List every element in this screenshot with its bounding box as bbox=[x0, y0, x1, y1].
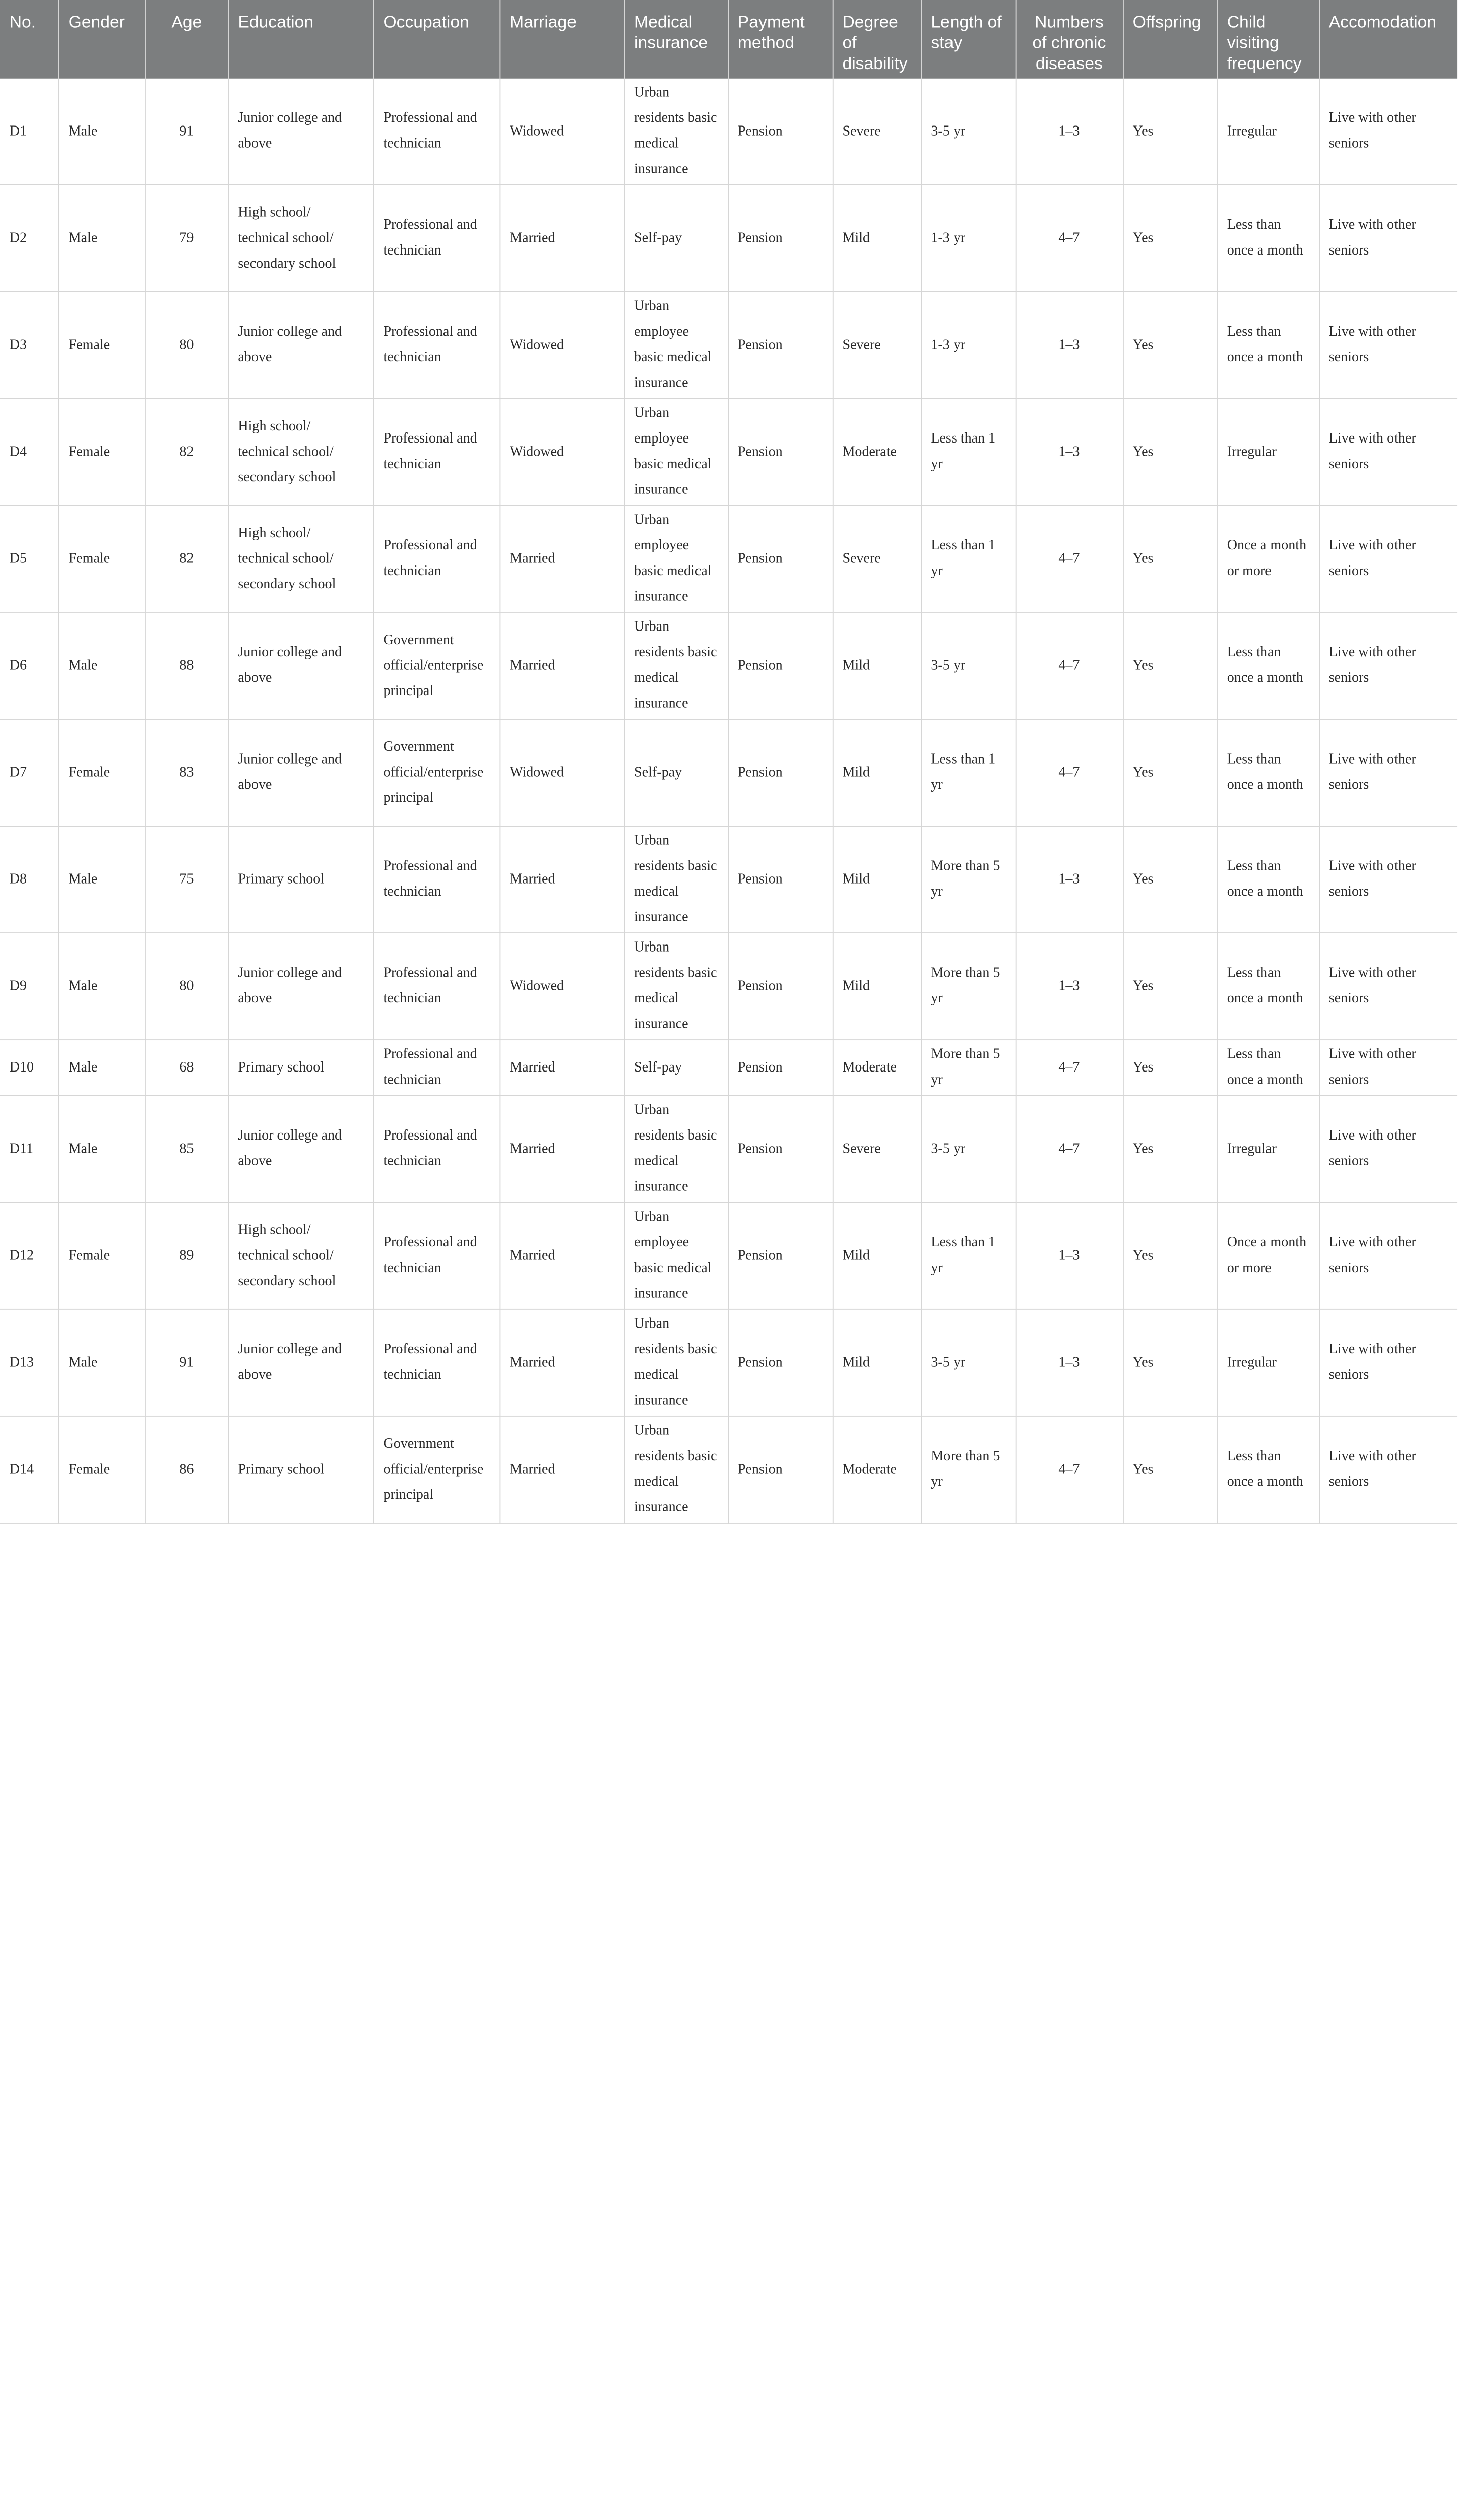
table-cell: Pension bbox=[728, 719, 833, 826]
table-cell: Professional and technician bbox=[373, 185, 500, 292]
column-header: Gender bbox=[58, 0, 145, 79]
header-row bbox=[0, 0, 1457, 79]
table-cell: 3-5 yr bbox=[921, 1309, 1016, 1416]
table-cell: Yes bbox=[1123, 506, 1217, 612]
table-cell: Urban employee basic medical insurance bbox=[624, 399, 728, 506]
table-cell: Married bbox=[499, 1203, 624, 1309]
table-cell: D11 bbox=[0, 1096, 58, 1203]
table-cell: Live with other seniors bbox=[1319, 79, 1457, 185]
table-cell: D13 bbox=[0, 1309, 58, 1416]
table-cell: Yes bbox=[1123, 185, 1217, 292]
table-cell: Yes bbox=[1123, 933, 1217, 1040]
table-cell: Widowed bbox=[499, 79, 624, 185]
column-header: Offspring bbox=[1123, 0, 1217, 79]
table-cell: Female bbox=[58, 719, 145, 826]
table-cell: Live with other seniors bbox=[1319, 1096, 1457, 1203]
table-cell: Severe bbox=[833, 292, 921, 399]
table-cell: Less than once a month bbox=[1217, 719, 1319, 826]
table-cell: Live with other seniors bbox=[1319, 826, 1457, 933]
table-cell: 68 bbox=[145, 1040, 228, 1096]
table-cell: D10 bbox=[0, 1040, 58, 1096]
table-cell: Widowed bbox=[499, 719, 624, 826]
table-cell: 88 bbox=[145, 612, 228, 719]
table-cell: 83 bbox=[145, 719, 228, 826]
column-header: Length of stay bbox=[921, 0, 1016, 79]
table-cell: Professional and technician bbox=[373, 826, 500, 933]
table-cell: Professional and technician bbox=[373, 1040, 500, 1096]
table-cell: Mild bbox=[833, 933, 921, 1040]
table-cell: Moderate bbox=[833, 1416, 921, 1523]
table-cell: Pension bbox=[728, 612, 833, 719]
column-header: No. bbox=[0, 0, 58, 79]
table-cell: D3 bbox=[0, 292, 58, 399]
table-cell: Urban employee basic medical insurance bbox=[624, 506, 728, 612]
table-cell: 4–7 bbox=[1016, 1040, 1123, 1096]
table-cell: Mild bbox=[833, 1203, 921, 1309]
table-cell: Primary school bbox=[228, 826, 373, 933]
table-cell: 4–7 bbox=[1016, 506, 1123, 612]
table-cell: Once a month or more bbox=[1217, 1203, 1319, 1309]
table-cell: Urban employee basic medical insurance bbox=[624, 1203, 728, 1309]
table-cell: Live with other seniors bbox=[1319, 612, 1457, 719]
table-row bbox=[0, 185, 1457, 292]
table-cell: Yes bbox=[1123, 1203, 1217, 1309]
table-cell: 1–3 bbox=[1016, 933, 1123, 1040]
table-cell: Live with other seniors bbox=[1319, 719, 1457, 826]
table-cell: Government official/enterprise principal bbox=[373, 719, 500, 826]
table-cell: Less than once a month bbox=[1217, 1416, 1319, 1523]
table-cell: Live with other seniors bbox=[1319, 292, 1457, 399]
table-cell: Male bbox=[58, 79, 145, 185]
table-cell: 4–7 bbox=[1016, 1096, 1123, 1203]
table-cell: D6 bbox=[0, 612, 58, 719]
table-cell: Male bbox=[58, 1309, 145, 1416]
table-cell: 86 bbox=[145, 1416, 228, 1523]
table-cell: Junior college and above bbox=[228, 1309, 373, 1416]
table-cell: Pension bbox=[728, 79, 833, 185]
table-cell: 1–3 bbox=[1016, 292, 1123, 399]
column-header: Degree of disability bbox=[833, 0, 921, 79]
table-row bbox=[0, 399, 1457, 506]
table-cell: 82 bbox=[145, 506, 228, 612]
table-cell: Married bbox=[499, 1416, 624, 1523]
table-cell: Once a month or more bbox=[1217, 506, 1319, 612]
table-cell: Urban residents basic medical insurance bbox=[624, 1096, 728, 1203]
table-row bbox=[0, 1416, 1457, 1523]
table-cell: Less than once a month bbox=[1217, 185, 1319, 292]
table-cell: Widowed bbox=[499, 399, 624, 506]
table-cell: Professional and technician bbox=[373, 399, 500, 506]
table-row bbox=[0, 1203, 1457, 1309]
table-cell: Live with other seniors bbox=[1319, 1309, 1457, 1416]
table-cell: Less than 1 yr bbox=[921, 506, 1016, 612]
table-cell: 91 bbox=[145, 79, 228, 185]
table-row bbox=[0, 292, 1457, 399]
table-cell: Urban employee basic medical insurance bbox=[624, 292, 728, 399]
table-cell: Male bbox=[58, 185, 145, 292]
table-cell: Professional and technician bbox=[373, 506, 500, 612]
table-cell: Pension bbox=[728, 1203, 833, 1309]
table-cell: D14 bbox=[0, 1416, 58, 1523]
column-header: Numbers of chronic diseases bbox=[1016, 0, 1123, 79]
table-cell: D8 bbox=[0, 826, 58, 933]
column-header: Child visiting frequency bbox=[1217, 0, 1319, 79]
table-cell: Yes bbox=[1123, 1040, 1217, 1096]
table-cell: Primary school bbox=[228, 1416, 373, 1523]
table-cell: 1–3 bbox=[1016, 79, 1123, 185]
column-header: Marriage bbox=[499, 0, 624, 79]
table-cell: 3-5 yr bbox=[921, 612, 1016, 719]
table-cell: Male bbox=[58, 933, 145, 1040]
column-header: Accomodation bbox=[1319, 0, 1457, 79]
table-row bbox=[0, 506, 1457, 612]
table-cell: D9 bbox=[0, 933, 58, 1040]
table-cell: Urban residents basic medical insurance bbox=[624, 826, 728, 933]
table-cell: More than 5 yr bbox=[921, 933, 1016, 1040]
table-cell: Pension bbox=[728, 826, 833, 933]
table-cell: D2 bbox=[0, 185, 58, 292]
table-cell: Junior college and above bbox=[228, 719, 373, 826]
table-cell: 80 bbox=[145, 292, 228, 399]
table-cell: High school/ technical school/ secondary school bbox=[228, 1203, 373, 1309]
table-cell: Married bbox=[499, 1040, 624, 1096]
table-cell: 1-3 yr bbox=[921, 185, 1016, 292]
table-cell: Female bbox=[58, 1203, 145, 1309]
table-cell: Yes bbox=[1123, 1416, 1217, 1523]
table-cell: Mild bbox=[833, 185, 921, 292]
column-header: Occupation bbox=[373, 0, 500, 79]
table-cell: Junior college and above bbox=[228, 1096, 373, 1203]
table-cell: Pension bbox=[728, 1096, 833, 1203]
table-cell: 1–3 bbox=[1016, 1309, 1123, 1416]
table-cell: 3-5 yr bbox=[921, 1096, 1016, 1203]
table-cell: 1–3 bbox=[1016, 399, 1123, 506]
table-cell: D7 bbox=[0, 719, 58, 826]
table-cell: High school/ technical school/ secondary school bbox=[228, 399, 373, 506]
table-row bbox=[0, 1096, 1457, 1203]
table-cell: Yes bbox=[1123, 1309, 1217, 1416]
table-cell: Less than once a month bbox=[1217, 612, 1319, 719]
table-cell: Professional and technician bbox=[373, 292, 500, 399]
table-cell: 79 bbox=[145, 185, 228, 292]
table-cell: Junior college and above bbox=[228, 933, 373, 1040]
table-cell: 3-5 yr bbox=[921, 79, 1016, 185]
table-cell: More than 5 yr bbox=[921, 1040, 1016, 1096]
table-cell: Widowed bbox=[499, 292, 624, 399]
table-cell: D12 bbox=[0, 1203, 58, 1309]
table-cell: Professional and technician bbox=[373, 1203, 500, 1309]
table-row bbox=[0, 1309, 1457, 1416]
table-cell: Female bbox=[58, 292, 145, 399]
table-cell: Married bbox=[499, 506, 624, 612]
table-cell: 4–7 bbox=[1016, 185, 1123, 292]
table-cell: High school/ technical school/ secondary school bbox=[228, 506, 373, 612]
table-cell: Professional and technician bbox=[373, 79, 500, 185]
table-cell: Live with other seniors bbox=[1319, 506, 1457, 612]
table-body bbox=[0, 79, 1457, 1523]
table-cell: More than 5 yr bbox=[921, 1416, 1016, 1523]
table-cell: 1-3 yr bbox=[921, 292, 1016, 399]
table-cell: Mild bbox=[833, 719, 921, 826]
table-cell: Female bbox=[58, 1416, 145, 1523]
table-row bbox=[0, 719, 1457, 826]
table-cell: Junior college and above bbox=[228, 292, 373, 399]
table-cell: 75 bbox=[145, 826, 228, 933]
table-cell: More than 5 yr bbox=[921, 826, 1016, 933]
table-cell: Male bbox=[58, 1040, 145, 1096]
table-cell: Junior college and above bbox=[228, 612, 373, 719]
table-row bbox=[0, 826, 1457, 933]
table-cell: Irregular bbox=[1217, 1309, 1319, 1416]
table-cell: High school/ technical school/ secondary school bbox=[228, 185, 373, 292]
table-cell: 1–3 bbox=[1016, 826, 1123, 933]
table-cell: Married bbox=[499, 185, 624, 292]
table-cell: 82 bbox=[145, 399, 228, 506]
table-row bbox=[0, 612, 1457, 719]
table-cell: Severe bbox=[833, 79, 921, 185]
table-cell: Severe bbox=[833, 1096, 921, 1203]
table-cell: Live with other seniors bbox=[1319, 399, 1457, 506]
table-cell: Less than 1 yr bbox=[921, 719, 1016, 826]
table-cell: Male bbox=[58, 826, 145, 933]
table-cell: Irregular bbox=[1217, 1096, 1319, 1203]
table-cell: Junior college and above bbox=[228, 79, 373, 185]
table-cell: Pension bbox=[728, 185, 833, 292]
table-cell: Mild bbox=[833, 826, 921, 933]
table-cell: Irregular bbox=[1217, 399, 1319, 506]
table-cell: 4–7 bbox=[1016, 719, 1123, 826]
table-cell: Mild bbox=[833, 612, 921, 719]
table-cell: 1–3 bbox=[1016, 1203, 1123, 1309]
table-cell: Government official/enterprise principal bbox=[373, 1416, 500, 1523]
table-cell: Mild bbox=[833, 1309, 921, 1416]
table-cell: Less than 1 yr bbox=[921, 1203, 1016, 1309]
table-cell: D1 bbox=[0, 79, 58, 185]
table-cell: Self-pay bbox=[624, 185, 728, 292]
table-cell: Married bbox=[499, 1309, 624, 1416]
table-cell: Yes bbox=[1123, 292, 1217, 399]
table-cell: Pension bbox=[728, 1040, 833, 1096]
column-header: Education bbox=[228, 0, 373, 79]
table-cell: Yes bbox=[1123, 79, 1217, 185]
table-cell: Urban residents basic medical insurance bbox=[624, 612, 728, 719]
table-cell: Live with other seniors bbox=[1319, 185, 1457, 292]
table-cell: 85 bbox=[145, 1096, 228, 1203]
table-cell: Less than 1 yr bbox=[921, 399, 1016, 506]
table-cell: Less than once a month bbox=[1217, 292, 1319, 399]
table-row bbox=[0, 1040, 1457, 1096]
table-cell: Urban residents basic medical insurance bbox=[624, 1416, 728, 1523]
table-cell: Female bbox=[58, 506, 145, 612]
table-cell: Live with other seniors bbox=[1319, 1416, 1457, 1523]
table-cell: Pension bbox=[728, 292, 833, 399]
table-cell: Pension bbox=[728, 506, 833, 612]
table-cell: Male bbox=[58, 612, 145, 719]
table-cell: Yes bbox=[1123, 1096, 1217, 1203]
column-header: Age bbox=[145, 0, 228, 79]
column-header: Medical insurance bbox=[624, 0, 728, 79]
table-cell: Professional and technician bbox=[373, 1309, 500, 1416]
table-cell: Married bbox=[499, 826, 624, 933]
table-cell: Live with other seniors bbox=[1319, 1040, 1457, 1096]
table-cell: Urban residents basic medical insurance bbox=[624, 1309, 728, 1416]
table-cell: Self-pay bbox=[624, 1040, 728, 1096]
table-cell: Yes bbox=[1123, 719, 1217, 826]
table-cell: Urban residents basic medical insurance bbox=[624, 79, 728, 185]
table-cell: Widowed bbox=[499, 933, 624, 1040]
table-cell: Yes bbox=[1123, 826, 1217, 933]
table-cell: 4–7 bbox=[1016, 1416, 1123, 1523]
column-header: Payment method bbox=[728, 0, 833, 79]
table-cell: Married bbox=[499, 612, 624, 719]
table-cell: 80 bbox=[145, 933, 228, 1040]
table-cell: 89 bbox=[145, 1203, 228, 1309]
table-cell: Moderate bbox=[833, 399, 921, 506]
table-cell: Pension bbox=[728, 933, 833, 1040]
table-cell: Severe bbox=[833, 506, 921, 612]
table-row bbox=[0, 79, 1457, 185]
table-cell: Live with other seniors bbox=[1319, 933, 1457, 1040]
table-cell: Government official/enterprise principal bbox=[373, 612, 500, 719]
table-cell: Married bbox=[499, 1096, 624, 1203]
table-cell: Male bbox=[58, 1096, 145, 1203]
table-cell: Irregular bbox=[1217, 79, 1319, 185]
table-cell: Pension bbox=[728, 399, 833, 506]
table-cell: Moderate bbox=[833, 1040, 921, 1096]
table-cell: 91 bbox=[145, 1309, 228, 1416]
table-cell: Pension bbox=[728, 1309, 833, 1416]
table-cell: Professional and technician bbox=[373, 1096, 500, 1203]
table-cell: Pension bbox=[728, 1416, 833, 1523]
table-cell: D5 bbox=[0, 506, 58, 612]
table-cell: Less than once a month bbox=[1217, 933, 1319, 1040]
table-cell: Self-pay bbox=[624, 719, 728, 826]
table-cell: Live with other seniors bbox=[1319, 1203, 1457, 1309]
table-cell: Yes bbox=[1123, 612, 1217, 719]
table-cell: Less than once a month bbox=[1217, 826, 1319, 933]
table-cell: Yes bbox=[1123, 399, 1217, 506]
table-cell: Female bbox=[58, 399, 145, 506]
table-cell: Primary school bbox=[228, 1040, 373, 1096]
table-cell: D4 bbox=[0, 399, 58, 506]
table-cell: Professional and technician bbox=[373, 933, 500, 1040]
table-cell: Less than once a month bbox=[1217, 1040, 1319, 1096]
table-row bbox=[0, 933, 1457, 1040]
table-cell: Urban residents basic medical insurance bbox=[624, 933, 728, 1040]
table-cell: 4–7 bbox=[1016, 612, 1123, 719]
